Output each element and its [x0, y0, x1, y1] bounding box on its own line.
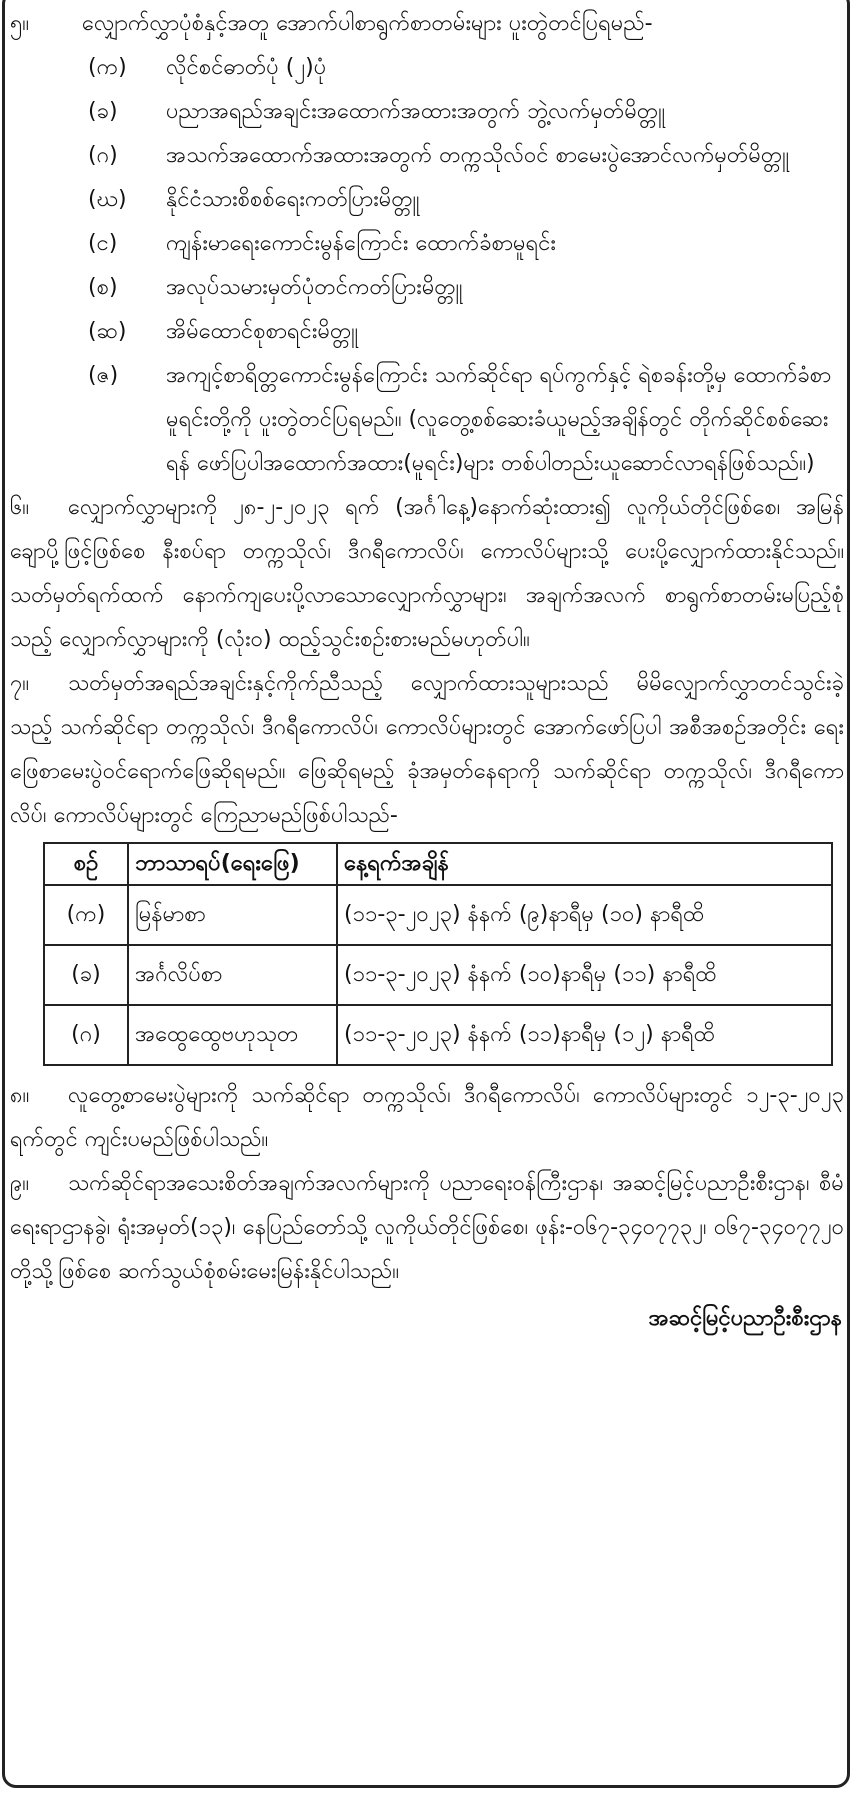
section-number: ၅။: [10, 11, 30, 36]
item-text: ကျန်းမာရေးကောင်းမွန်ကြောင်း ထောက်ခံစာမူရင်း: [166, 231, 557, 256]
section-text: လျှောက်လွှာပုံစံနှင့်အတူ အောက်ပါစာရွက်စာတမ်းများ ပူးတွဲတင်ပြရမည်-: [82, 11, 653, 36]
item-text: လိုင်စင်ဓာတ်ပုံ (၂)ပုံ: [166, 55, 327, 80]
section-7: [10, 662, 844, 838]
item-label: (စ): [88, 275, 118, 300]
item-text: အိမ်ထောင်စုစာရင်းမိတ္တူ: [166, 319, 358, 344]
table-cell: အင်္ဂလိပ်စာ: [128, 945, 337, 1005]
table-cell: မြန်မာစာ: [128, 885, 337, 945]
section-text: သတ်မှတ်အရည်အချင်းနှင့်ကိုက်ညီသည့် လျှောက်ထားသူများသည် မိမိလျှောက်လွှာတင်သွင်းခဲ့သည့် သက်ဆိုင်ရာ တက္ကသိုလ်၊ ဒီဂရီကောလိပ်၊ ကောလိပ်များတွင် အောက်ဖော်ပြပါ အစီအစဉ်အတိုင်း ရေးဖြေစာမေးပွဲဝင်ရောက်ဖြေဆိုရမည်။ ဖြေဆိုရမည့် ခုံအမှတ်နေရာကို သက်ဆိုင်ရာ တက္ကသိုလ်၊ ဒီဂရီကောလိပ်၊ ကောလိပ်များတွင် ကြေညာမည်ဖြစ်ပါသည်-: [10, 671, 844, 828]
section-number: ၈။: [10, 1083, 30, 1108]
item-label: (ဆ): [88, 319, 127, 344]
table-cell: (၁၁-၃-၂၀၂၃) နံနက် (၁၁)နာရီမှ (၁၂) နာရီထိ: [337, 1005, 832, 1065]
list-item: [10, 46, 844, 90]
table-row: [44, 1005, 832, 1065]
section-text: လျှောက်လွှာများကို ၂၈-၂-၂၀၂၃ ရက် (အင်္ဂါနေ့)နောက်ဆုံးထား၍ လူကိုယ်တိုင်ဖြစ်စေ၊ အမြန်ချောပို့ဖြင့်ဖြစ်စေ နီးစပ်ရာ တက္ကသိုလ်၊ ဒီဂရီကောလိပ်၊ ကောလိပ်များသို့ ပေးပို့လျှောက်ထားနိုင်သည်။ သတ်မှတ်ရက်ထက် နောက်ကျပေးပို့လာသောလျှောက်လွှာများ၊ အချက်အလက် စာရွက်စာတမ်းမပြည့်စုံသည့် လျှောက်လွှာများကို (လုံးဝ) ထည့်သွင်းစဉ်းစားမည်မဟုတ်ပါ။: [10, 495, 844, 652]
item-label: (ခ): [88, 99, 118, 124]
section-number: ၇။: [10, 671, 30, 696]
item-text: အသက်အထောက်အထားအတွက် တက္ကသိုလ်ဝင် စာမေးပွဲအောင်လက်မှတ်မိတ္တူ: [166, 143, 789, 168]
section-9: [10, 1162, 844, 1294]
list-item: [10, 134, 844, 178]
item-label: (က): [88, 55, 127, 80]
item-text: အလုပ်သမားမှတ်ပုံတင်ကတ်ပြားမိတ္တူ: [166, 275, 463, 300]
list-item: [10, 90, 844, 134]
section-number: ၉။: [10, 1171, 30, 1196]
item-label: (ဃ): [88, 187, 127, 212]
list-item: [10, 310, 844, 354]
section-6: [10, 486, 844, 662]
table-header-row: [44, 843, 832, 885]
list-item: [10, 354, 844, 486]
section-8: [10, 1074, 844, 1162]
item-label: (ဂ): [88, 143, 118, 168]
table-row: [44, 945, 832, 1005]
list-item: [10, 266, 844, 310]
item-text: အကျင့်စာရိတ္တကောင်းမွန်ကြောင်း သက်ဆိုင်ရာ ရပ်ကွက်နှင့် ရဲစခန်းတို့မှ ထောက်ခံစာမူရင်းတို့ကို ပူးတွဲတင်ပြရမည်။ (လူတွေ့စစ်ဆေးခံယူမည့်အချိန်တွင် တိုက်ဆိုင်စစ်ဆေးရန် ဖော်ပြပါအထောက်အထား(မူရင်း)များ တစ်ပါတည်းယူဆောင်လာရန်ဖြစ်သည်။): [166, 363, 832, 476]
table-row: [44, 885, 832, 945]
list-item: [10, 178, 844, 222]
table-cell: အထွေထွေဗဟုသုတ: [128, 1005, 337, 1065]
item-text: ပညာအရည်အချင်းအထောက်အထားအတွက် ဘွဲ့လက်မှတ်မိတ္တူ: [166, 99, 665, 124]
list-item: [10, 222, 844, 266]
announcement-body: [10, 2, 844, 1344]
section-number: ၆။: [10, 495, 30, 520]
column-header: စဉ်: [44, 843, 128, 885]
exam-schedule-table: [43, 842, 833, 1066]
section-5-intro: [10, 2, 844, 46]
item-text: နိုင်ငံသားစိစစ်ရေးကတ်ပြားမိတ္တူ: [166, 187, 420, 212]
item-label: (င): [88, 231, 118, 256]
section-text: သက်ဆိုင်ရာအသေးစိတ်အချက်အလက်များကို ပညာရေးဝန်ကြီးဌာန၊ အဆင့်မြင့်ပညာဦးစီးဌာန၊ စီမံရေးရာဌာနခွဲ၊ ရုံးအမှတ်(၁၃)၊ နေပြည်တော်သို့ လူကိုယ်တိုင်ဖြစ်စေ၊ ဖုန်း-၀၆၇-၃၄၀၇၇၃၂၊ ၀၆၇-၃၄၀၇၇၂၀ တို့သို့ဖြစ်စေ ဆက်သွယ်စုံစမ်းမေးမြန်းနိုင်ပါသည်။: [10, 1171, 844, 1284]
table-cell: (ဂ): [44, 1005, 128, 1065]
column-header: ဘာသာရပ်(ရေးဖြေ): [128, 843, 337, 885]
table-cell: (က): [44, 885, 128, 945]
table-cell: (၁၁-၃-၂၀၂၃) နံနက် (၉)နာရီမှ (၁၀) နာရီထိ: [337, 885, 832, 945]
column-header: နေ့ရက်အချိန်: [337, 843, 832, 885]
item-label: (ဇ): [88, 363, 119, 388]
table-cell: (၁၁-၃-၂၀၂၃) နံနက် (၁၀)နာရီမှ (၁၁) နာရီထိ: [337, 945, 832, 1005]
table-cell: (ခ): [44, 945, 128, 1005]
issuing-department-signature: အဆင့်မြင့်ပညာဦးစီးဌာန: [648, 1306, 842, 1331]
section-text: လူတွေ့စာမေးပွဲများကို သက်ဆိုင်ရာ တက္ကသိုလ်၊ ဒီဂရီကောလိပ်၊ ကောလိပ်များတွင် ၁၂-၃-၂၀၂၃ ရက်တွင် ကျင်းပမည်ဖြစ်ပါသည်။: [10, 1083, 844, 1152]
